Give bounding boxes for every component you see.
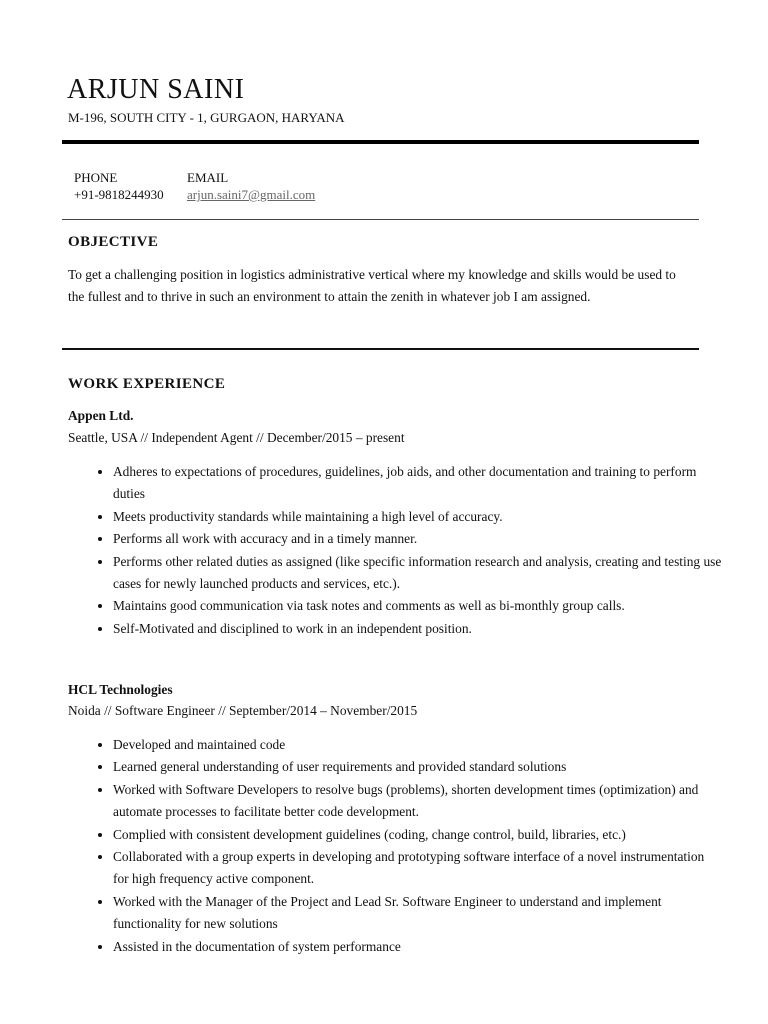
- list-item: • Developed and maintained code: [113, 734, 723, 756]
- job-details: Noida // Software Engineer // September/2014 – November/2015: [68, 703, 418, 718]
- work-experience-heading: WORK EXPERIENCE: [68, 376, 226, 392]
- contact-divider: [62, 219, 699, 220]
- contact-phone: [74, 169, 164, 203]
- list-item: • Learned general understanding of user requirements and provided standard solutions: [113, 756, 723, 778]
- list-item: • Complied with consistent development guidelines (coding, change control, build, libraries, etc.): [113, 824, 723, 846]
- list-item: • Performs all work with accuracy and in a timely manner.: [113, 528, 723, 550]
- objective-heading: OBJECTIVE: [68, 234, 159, 250]
- contact-email: [187, 169, 315, 203]
- list-item: • Worked with the Manager of the Project and Lead Sr. Software Engineer to understand and implement functionality for new solutions: [113, 891, 723, 936]
- job-company: HCL Technologies: [68, 682, 173, 697]
- list-item: • Meets productivity standards while maintaining a high level of accuracy.: [113, 506, 723, 528]
- list-item: • Performs other related duties as assigned (like specific information research and analysis, creating and testing use cases for newly launched products and services, etc.).: [113, 551, 723, 596]
- list-item: • Assisted in the documentation of system performance: [113, 936, 723, 958]
- phone-label: PHONE: [74, 170, 118, 185]
- email-label: EMAIL: [187, 170, 229, 185]
- list-item: • Worked with Software Developers to resolve bugs (problems), shorten development times (optimization) and automate processes to facilitate better code development.: [113, 779, 723, 824]
- phone-value: +91-9818244930: [74, 187, 164, 202]
- objective-text: To get a challenging position in logistics administrative vertical where my knowledge and skills would be used to the fullest and to thrive in such an environment to attain the zenith in whatever job I am assigned.: [68, 267, 676, 304]
- list-item: • Collaborated with a group experts in developing and prototyping software interface of a novel instrumentation for high frequency active component.: [113, 846, 723, 891]
- list-item: • Self-Motivated and disciplined to work in an independent position.: [113, 618, 723, 640]
- objective-divider: [62, 348, 699, 350]
- email-link[interactable]: arjun.saini7@gmail.com: [187, 187, 316, 202]
- list-item: • Maintains good communication via task notes and comments as well as bi-monthly group calls.: [113, 595, 723, 617]
- job-company: Appen Ltd.: [68, 408, 134, 423]
- header-divider: [62, 140, 699, 144]
- candidate-name: ARJUN SAINI: [67, 74, 245, 105]
- job-duties-list: [86, 734, 723, 958]
- job-duties-list: [86, 461, 723, 640]
- list-item: • Adheres to expectations of procedures, guidelines, job aids, and other documentation and training to perform duties: [113, 461, 723, 506]
- job-details: Seattle, USA // Independent Agent // December/2015 – present: [68, 430, 405, 445]
- candidate-address: M-196, SOUTH CITY - 1, GURGAON, HARYANA: [68, 110, 345, 125]
